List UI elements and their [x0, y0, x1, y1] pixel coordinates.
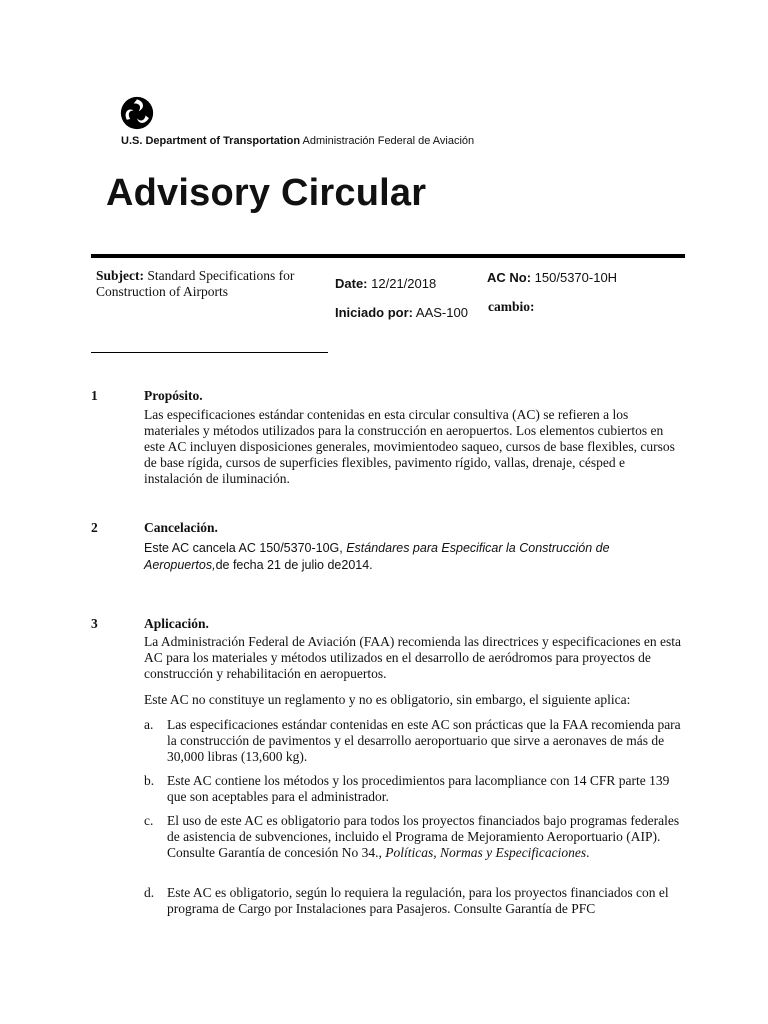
section-body: Este AC no constituye un reglamento y no es obligatorio, sin embargo, el siguiente aplica: — [144, 692, 631, 707]
list-item-label: c. — [144, 813, 154, 828]
dot-triskelion-logo-icon — [120, 96, 154, 130]
list-item-text: Las especificaciones estándar contenidas en este AC son prácticas que la FAA recomienda para la construcción de pavimentos y el desarrollo aeroportuario que sirve a aeronaves de más de 30,000 libras (13,600 kg). — [167, 717, 681, 764]
list-item-text-main: El uso de este AC es obligatorio para todos los proyectos financiados bajo programas federales de asistencia de subvenciones, incluido el Programa de Mejoramiento Aeroportuario (AIP). Consulte Garantía de concesión No 34., — [167, 813, 680, 860]
agency-name: Administración Federal de Aviación — [300, 135, 475, 147]
initiated-by-block — [335, 305, 468, 320]
section-number: 1 — [91, 388, 98, 403]
list-item-label: b. — [144, 773, 155, 788]
list-item-label: a. — [144, 717, 154, 732]
list-item-text-tail: . — [586, 845, 590, 860]
ac-number-block — [487, 270, 617, 285]
meta-rule — [91, 352, 328, 353]
section-number: 3 — [91, 616, 98, 631]
ac-number-label: AC No: — [487, 270, 532, 285]
date-value: 12/21/2018 — [371, 276, 437, 291]
ac-number-value: 150/5370-10H — [534, 270, 618, 285]
subject-block — [96, 268, 321, 300]
cancel-title: Estándares para Especificar la Construcción de Aeropuertos, — [144, 541, 610, 572]
section-heading: Cancelación. — [144, 520, 218, 535]
date-label: Date: — [335, 276, 368, 291]
section-heading: Aplicación. — [144, 616, 209, 631]
department-line — [121, 135, 474, 147]
change-label: cambio: — [488, 299, 535, 314]
cancel-text: Este AC cancela AC 150/5370-10G, — [144, 541, 347, 555]
initiated-by-value: AAS-100 — [415, 305, 468, 320]
list-item-text: Este AC contiene los métodos y los procedimientos para lacompliance con 14 CFR parte 139 que son aceptables para el administrador. — [167, 773, 670, 804]
cancel-date: de fecha 21 de julio de2014. — [215, 558, 373, 572]
list-item-text: Este AC es obligatorio, según lo requiera la regulación, para los proyectos financiados con el programa de Cargo por Instalaciones para Pasajeros. Consulte Garantía de PFC — [167, 885, 669, 916]
subject-label: Subject: — [96, 268, 144, 283]
date-block — [335, 276, 436, 291]
section-number: 2 — [91, 520, 98, 535]
subject-value: Standard Specifications for Construction of Airports — [96, 268, 295, 299]
list-item-text-italic: Políticas, Normas y Especificaciones — [385, 845, 587, 860]
department-name: U.S. Department of Transportation — [121, 135, 301, 147]
initiated-by-label: Iniciado por: — [335, 305, 413, 320]
section-body: Las especificaciones estándar contenidas en esta circular consultiva (AC) se refieren a los materiales y métodos utilizados para la construcción en aeropuertos. Los elementos cubiertos en este AC incluyen disposiciones generales, movimientodeo saqueo, cursos de base flexibles, cursos de base rígida, cursos de superficies flexibles, pavimento rígido, vallas, drenaje, césped e instalación de iluminación. — [144, 407, 675, 486]
header-rule — [91, 254, 685, 258]
list-item-label: d. — [144, 885, 155, 900]
section-body: La Administración Federal de Aviación (FAA) recomienda las directrices y especificaciones en esta AC para los materiales y métodos utilizados en el desarrollo de aeródromos para proyectos de construcción y rehabilitación en aeropuertos. — [144, 634, 682, 681]
list-item-text — [167, 813, 685, 861]
section-body — [144, 540, 644, 574]
section-heading: Propósito. — [144, 388, 203, 403]
document-title: Advisory Circular — [106, 172, 427, 214]
